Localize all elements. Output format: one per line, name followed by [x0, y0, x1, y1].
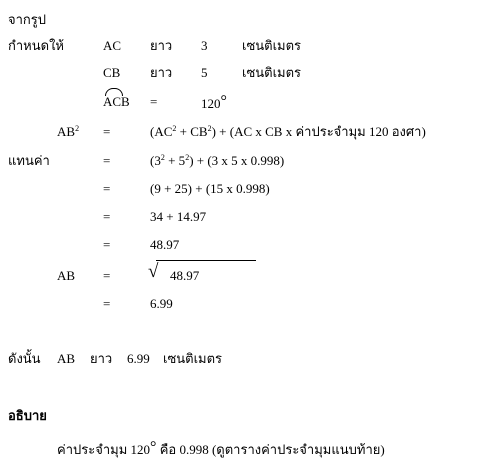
substitute-expression: $(3^2 + 5^2) + (3$ x 5 x 0.998)	[150, 153, 285, 168]
angle-name: ACB	[103, 94, 130, 109]
ab-equals: =	[103, 268, 111, 283]
final-value: 6.99	[150, 296, 173, 311]
ab-lhs: AB	[57, 268, 76, 283]
intro-text: จากรูป	[8, 12, 47, 27]
step-equals: =	[103, 181, 111, 196]
step-equals: =	[103, 209, 111, 224]
segment-name: AC	[103, 38, 122, 53]
explain-text: ค่าประจำมุม 120° คือ 0.998 (ดูตารางค่าประจำมุมแนบท้าย)	[57, 439, 385, 457]
substitute-label: แทนค่า	[8, 153, 50, 168]
given-label: กำหนดให้	[8, 38, 64, 53]
sqrt-radicand: 48.97	[170, 268, 200, 283]
angle-equals: =	[150, 94, 158, 109]
conclusion-value: 6.99	[127, 351, 150, 366]
formula-lhs: $AB^2$	[57, 124, 80, 139]
length-unit: เซนติเมตร	[242, 65, 302, 80]
length-value: 5	[201, 65, 208, 80]
angle-value: 120°	[201, 93, 227, 111]
sqrt-icon: √	[148, 261, 159, 282]
segment-name: CB	[103, 65, 121, 80]
length-word: ยาว	[150, 65, 173, 80]
explain-heading: อธิบาย	[8, 408, 47, 423]
substitute-equals: =	[103, 153, 111, 168]
step-equals: =	[103, 237, 111, 252]
formula-rhs: $(AC^2 + CB^2) + (AC$ x CB x ค่าประจำมุม 120 องศา)	[150, 124, 426, 139]
conclusion-word: ยาว	[90, 351, 113, 366]
conclusion-unit: เซนติเมตร	[163, 351, 223, 366]
length-word: ยาว	[150, 38, 173, 53]
step-expression: (9 + 25) + (15 x 0.998)	[150, 181, 270, 196]
conclusion-label: ดังนั้น	[8, 351, 41, 366]
length-unit: เซนติเมตร	[242, 38, 302, 53]
length-value: 3	[201, 38, 208, 53]
sqrt-overbar	[156, 260, 256, 261]
final-equals: =	[103, 296, 111, 311]
step-expression: 48.97	[150, 237, 180, 252]
formula-equals: =	[103, 124, 111, 139]
angle-acb	[103, 94, 130, 110]
step-expression: 34 + 14.97	[150, 209, 207, 224]
conclusion-segment: AB	[57, 351, 76, 366]
